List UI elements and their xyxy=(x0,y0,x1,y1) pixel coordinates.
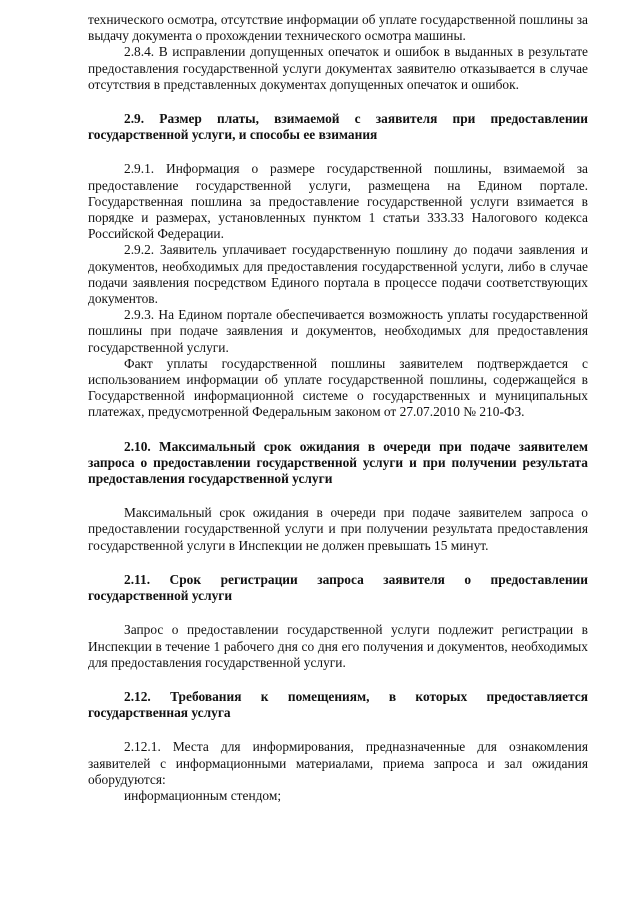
paragraph-2-9-1: 2.9.1. Информация о размере государственной пошлины, взимаемой за предоставление государственной услуги, размещена на Едином портале. Государственная пошлина за предоставление государственной услуги взимается в порядке и размерах, установленных пунктом 1 статьи 333.33 Налогового кодекса Российской Федерации. xyxy=(88,161,588,242)
paragraph-continuation: технического осмотра, отсутствие информации об уплате государственной пошлины за выдачу документа о прохождении технического осмотра машины. xyxy=(88,12,588,44)
paragraph-2-10: Максимальный срок ожидания в очереди при подаче заявителем запроса о предоставлении государственной услуги и при получении результата предоставления государственной услуги в Инспекции не должен превышать 15 минут. xyxy=(88,505,588,553)
list-item-info-stand: информационным стендом; xyxy=(124,787,282,803)
heading-2-12: 2.12. Требования к помещениям, в которых предоставляется государственная услуга xyxy=(88,688,588,721)
paragraph-2-12-1: 2.12.1. Места для информирования, предназначенные для ознакомления заявителей с информационными материалами, приема запроса и зал ожидания оборудуются: xyxy=(88,739,588,787)
paragraph-2-9-3: 2.9.3. На Едином портале обеспечивается возможность уплаты государственной пошлины при подаче заявления и документов, необходимых для предоставления государственной услуги. xyxy=(88,307,588,355)
heading-2-11: 2.11. Срок регистрации запроса заявителя о предоставлении государственной услуги xyxy=(88,571,588,604)
paragraph-2-11: Запрос о предоставлении государственной услуги подлежит регистрации в Инспекции в течение 1 рабочего дня со дня его получения и документов, необходимых для предоставления государственной услуги. xyxy=(88,622,588,670)
heading-2-9: 2.9. Размер платы, взимаемой с заявителя при предоставлении государственной услуги, и способы ее взимания xyxy=(88,111,588,143)
paragraph-2-8-4: 2.8.4. В исправлении допущенных опечаток и ошибок в выданных в результате предоставления государственной услуги документах заявителю отказывается в случае отсутствия в представленных документах допущенных опечаток и ошибок. xyxy=(88,44,588,92)
paragraph-2-9-2: 2.9.2. Заявитель уплачивает государственную пошлину до подачи заявления и документов, необходимых для предоставления государственной услуги, либо в случае подачи заявления посредством Единого портала в процессе подачи соответствующих документов. xyxy=(88,242,588,307)
heading-2-10: 2.10. Максимальный срок ожидания в очереди при подаче заявителем запроса о предоставлении государственной услуги и при получении результата предоставления государственной услуги xyxy=(88,438,588,487)
paragraph-fee-confirmation: Факт уплаты государственной пошлины заявителем подтверждается с использованием информации об уплате государственной пошлины, содержащейся в Государственной информационной системе о государственных и муниципальных платежах, предусмотренной Федеральным законом от 27.07.2010 № 210-ФЗ. xyxy=(88,355,588,420)
